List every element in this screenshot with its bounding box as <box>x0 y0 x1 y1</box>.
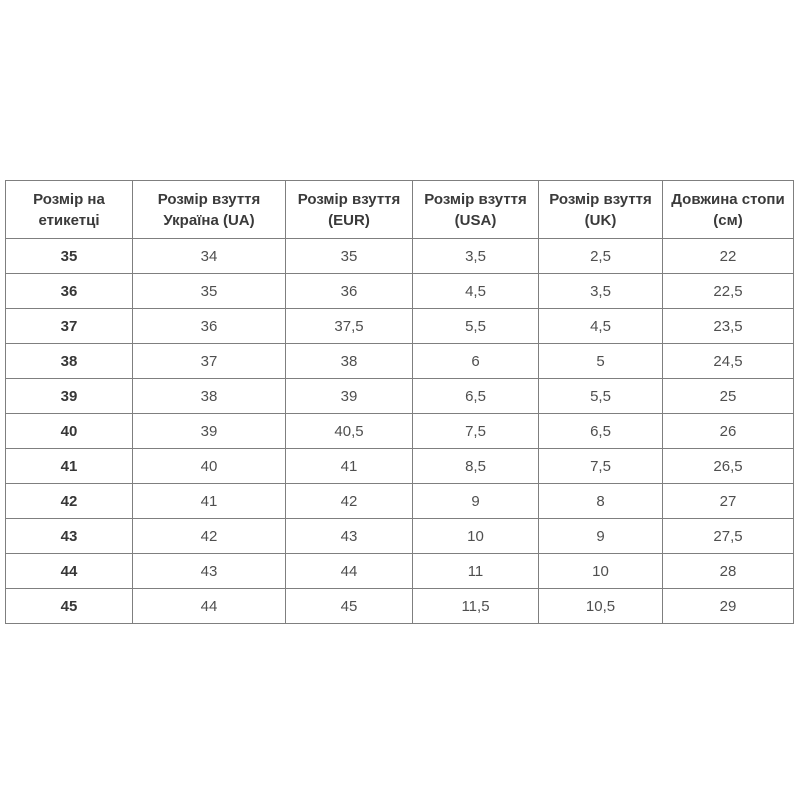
size-value-cell: 42 <box>133 519 286 554</box>
size-value-cell: 5,5 <box>413 309 539 344</box>
size-value-cell: 36 <box>286 274 413 309</box>
size-value-cell: 38 <box>286 344 413 379</box>
size-value-cell: 23,5 <box>663 309 794 344</box>
size-value-cell: 43 <box>133 554 286 589</box>
label-size-cell: 35 <box>6 239 133 274</box>
column-header: Розмір взуття (USA) <box>413 181 539 239</box>
table-row <box>6 519 794 554</box>
size-value-cell: 7,5 <box>539 449 663 484</box>
size-value-cell: 41 <box>133 484 286 519</box>
size-value-cell: 5 <box>539 344 663 379</box>
shoe-size-conversion-table <box>5 180 794 624</box>
size-value-cell: 35 <box>133 274 286 309</box>
size-value-cell: 6,5 <box>413 379 539 414</box>
size-value-cell: 9 <box>539 519 663 554</box>
size-value-cell: 36 <box>133 309 286 344</box>
size-value-cell: 8,5 <box>413 449 539 484</box>
table-header-row <box>6 181 794 239</box>
label-size-cell: 45 <box>6 589 133 624</box>
size-value-cell: 37 <box>133 344 286 379</box>
table-row <box>6 554 794 589</box>
size-value-cell: 11,5 <box>413 589 539 624</box>
table-row <box>6 309 794 344</box>
label-size-cell: 42 <box>6 484 133 519</box>
column-header: Розмір взуття (UK) <box>539 181 663 239</box>
size-value-cell: 24,5 <box>663 344 794 379</box>
column-header: Розмір на етикетці <box>6 181 133 239</box>
size-value-cell: 6 <box>413 344 539 379</box>
label-size-cell: 44 <box>6 554 133 589</box>
table-row <box>6 239 794 274</box>
size-value-cell: 22 <box>663 239 794 274</box>
size-value-cell: 37,5 <box>286 309 413 344</box>
size-value-cell: 25 <box>663 379 794 414</box>
size-value-cell: 26 <box>663 414 794 449</box>
table-row <box>6 379 794 414</box>
column-header: Розмір взуття (EUR) <box>286 181 413 239</box>
label-size-cell: 37 <box>6 309 133 344</box>
size-value-cell: 44 <box>133 589 286 624</box>
size-value-cell: 10,5 <box>539 589 663 624</box>
size-value-cell: 45 <box>286 589 413 624</box>
size-value-cell: 4,5 <box>413 274 539 309</box>
size-value-cell: 3,5 <box>413 239 539 274</box>
table-body <box>6 239 794 624</box>
size-value-cell: 8 <box>539 484 663 519</box>
column-header: Розмір взуття Україна (UA) <box>133 181 286 239</box>
size-value-cell: 5,5 <box>539 379 663 414</box>
size-value-cell: 42 <box>286 484 413 519</box>
size-value-cell: 38 <box>133 379 286 414</box>
size-value-cell: 10 <box>539 554 663 589</box>
size-value-cell: 3,5 <box>539 274 663 309</box>
table-row <box>6 344 794 379</box>
label-size-cell: 36 <box>6 274 133 309</box>
size-value-cell: 2,5 <box>539 239 663 274</box>
table-row <box>6 414 794 449</box>
label-size-cell: 41 <box>6 449 133 484</box>
size-value-cell: 40,5 <box>286 414 413 449</box>
size-value-cell: 44 <box>286 554 413 589</box>
table-row <box>6 449 794 484</box>
size-value-cell: 35 <box>286 239 413 274</box>
shoe-size-conversion-section <box>5 180 793 624</box>
size-value-cell: 27 <box>663 484 794 519</box>
size-value-cell: 28 <box>663 554 794 589</box>
size-value-cell: 26,5 <box>663 449 794 484</box>
table-row <box>6 274 794 309</box>
size-value-cell: 29 <box>663 589 794 624</box>
size-value-cell: 7,5 <box>413 414 539 449</box>
label-size-cell: 43 <box>6 519 133 554</box>
size-value-cell: 9 <box>413 484 539 519</box>
size-value-cell: 4,5 <box>539 309 663 344</box>
size-value-cell: 10 <box>413 519 539 554</box>
size-value-cell: 11 <box>413 554 539 589</box>
column-header: Довжина стопи (см) <box>663 181 794 239</box>
label-size-cell: 39 <box>6 379 133 414</box>
size-value-cell: 34 <box>133 239 286 274</box>
size-value-cell: 40 <box>133 449 286 484</box>
size-value-cell: 43 <box>286 519 413 554</box>
size-value-cell: 27,5 <box>663 519 794 554</box>
size-value-cell: 22,5 <box>663 274 794 309</box>
table-row <box>6 589 794 624</box>
label-size-cell: 40 <box>6 414 133 449</box>
label-size-cell: 38 <box>6 344 133 379</box>
size-value-cell: 41 <box>286 449 413 484</box>
size-value-cell: 39 <box>133 414 286 449</box>
table-header <box>6 181 794 239</box>
table-row <box>6 484 794 519</box>
size-value-cell: 6,5 <box>539 414 663 449</box>
size-value-cell: 39 <box>286 379 413 414</box>
